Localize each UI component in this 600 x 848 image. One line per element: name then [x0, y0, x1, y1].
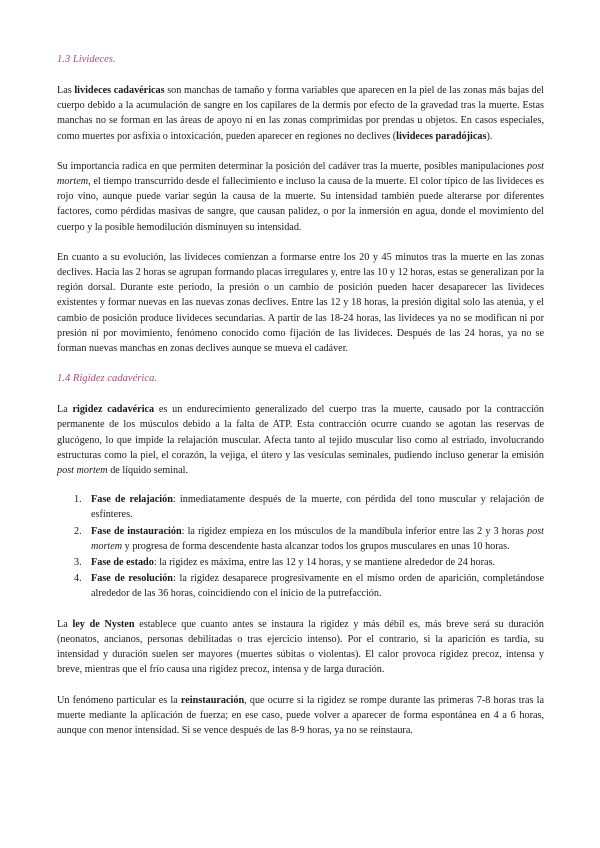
- paragraph-reinstauracion: [57, 693, 544, 739]
- text-run: : la rigidez desaparece progresivamente en el mismo orden de aparición, completándose alrededor de las 36 horas, coincidiendo con el inicio de la putrefacción.: [91, 573, 544, 600]
- list-item: [57, 555, 544, 570]
- text-run: son manchas de tamaño y forma variables que aparecen en la piel de las zonas más bajas del cuerpo debido a la acumulación de sangre en los capilares de la dermis por efecto de la gravedad tras la muerte. Estas manchas no se forman en las áreas de apoyo ni en las zonas comprimidas por prendas u objetos. En casos especiales, como muertes por asfixia o intoxicación, pueden aparecer en regiones no declives (: [57, 85, 544, 142]
- paragraph-livideces-importance: [57, 159, 544, 235]
- text-run: establece que cuanto antes se instaura la rigidez y más débil es, más breve será su duración (neonatos, ancianos, personas debilitadas o tras ejercicio intenso). Por el contrario, si la aparición es tardía, su intensidad y duración suelen ser mayores (muertes súbitas o violentas). El calor provoca rigidez precoz, intensa y breve, mientras que el frío causa una rigidez precoz, intensa y de larga duración.: [57, 618, 544, 676]
- paragraph-ley-nysten: [57, 617, 544, 678]
- list-number: 1.: [74, 494, 82, 506]
- bold-term: Fase de resolución: [91, 573, 173, 585]
- text-run: Su importancia radica en que permiten determinar la posición del cadáver tras la muerte, posibles manipulaciones: [57, 160, 528, 172]
- paragraph-livideces-definition: [57, 83, 544, 144]
- text-run: : la rigidez empieza en los músculos de la mandíbula inferior entre las 2 y 3 horas: [181, 525, 528, 537]
- text-run: : inmediatamente después de la muerte, con pérdida del tono muscular y relajación de esfínteres.: [91, 494, 544, 521]
- italic-term: post mortem: [91, 525, 544, 552]
- bold-term: Fase de instauración: [91, 525, 182, 537]
- text-run: y progresa de forma descendente hasta alcanzar todos los grupos musculares en unas 10 horas.: [122, 540, 510, 552]
- bold-term: rigidez cadavérica: [72, 404, 155, 416]
- text-run: de líquido seminal.: [107, 465, 189, 477]
- bold-term: reinstauración: [180, 694, 245, 706]
- text-run: , que ocurre si la rigidez se rompe durante las primeras 7-8 horas tras la muerte mediante la aplicación de fuerza; en ese caso, puede volver a aparecer de forma espontánea en 4 a 6 horas, aunque con menor intensidad. Si se vence después de las 8-9 horas, ya no se reinstaura.: [57, 694, 544, 736]
- italic-term: post mortem: [57, 160, 544, 188]
- text-run: La: [57, 404, 73, 416]
- bold-term: ley de Nysten: [72, 618, 135, 630]
- text-run: Las: [57, 85, 75, 96]
- list-item: [57, 492, 544, 522]
- text-run: La: [57, 618, 73, 630]
- bold-term: livideces paradójicas: [396, 130, 487, 142]
- list-number: 3.: [74, 557, 82, 569]
- section-heading-livideces: 1.3 Livideces.: [57, 54, 116, 65]
- text-run: es un endurecimiento generalizado del cuerpo tras la muerte, causado por la contracción permanente de los músculos debido a la falta de ATP. Esta contracción ocurre cuando se agotan las reservas de glucógeno, lo que impide la relajación muscular. Afecta tanto al tejido muscular liso como al estriado, involucrando estructuras como la piel, el corazón, la vejiga, el útero y las vesículas seminales, pudiendo incluso generar la emisión: [57, 404, 544, 461]
- list-item: [57, 524, 544, 554]
- text-run: : la rigidez es máxima, entre las 12 y 14 horas, y se mantiene alrededor de 24 horas.: [153, 557, 495, 569]
- italic-term: post mortem: [57, 465, 108, 477]
- text-run: ).: [486, 130, 493, 142]
- list-number: 2.: [74, 525, 82, 537]
- list-item: [57, 571, 544, 601]
- text-run: Un fenómeno particular es la: [57, 694, 181, 706]
- paragraph-rigidez-definition: [57, 402, 544, 478]
- paragraph-livideces-evolution: En cuanto a su evolución, las livideces comienzan a formarse entre los 20 y 45 minutos tras la muerte en las zonas declives. Hacia las 2 horas se agrupan formando placas irregulares y, entre las 10 y 12 horas, estas se generalizan por la región dorsal. Durante este periodo, la presión o un cambio de posición pueden hacer desaparecer las livideces existentes y formar nuevas en las nuevas zonas declives. Entre las 12 y 18 horas, la presión digital solo las atenúa, y el cambio de posición produce livideces secundarias. A partir de las 18-24 horas, las livideces ya no se modifican ni por presión ni por movimiento, fenómeno conocido como fijación de las livideces. Después de las 24 horas, ya no se forman nuevas manchas en zonas declives aunque se mueva el cadáver.: [57, 251, 544, 355]
- list-number: 4.: [74, 573, 82, 585]
- text-run: , el tiempo transcurrido desde el fallecimiento e incluso la causa de la muerte. El color típico de las livideces es rojo vino, aunque puede variar según la causa de la muerte. Su intensidad también puede alterarse por diferentes factores, como pérdidas masivas de sangre, que causan palidez, o por la inmersión en agua, donde el movimiento del cuerpo y la posible hemodilución disminuyen su intensidad.: [57, 176, 544, 233]
- bold-term: livideces cadavéricas: [74, 85, 165, 96]
- document-body: [57, 52, 544, 738]
- bold-term: Fase de estado: [91, 557, 154, 569]
- section-heading-rigidez: 1.4 Rigidez cadavérica.: [57, 373, 158, 385]
- rigidez-phases-list: [57, 492, 544, 601]
- bold-term: Fase de relajación: [91, 494, 173, 506]
